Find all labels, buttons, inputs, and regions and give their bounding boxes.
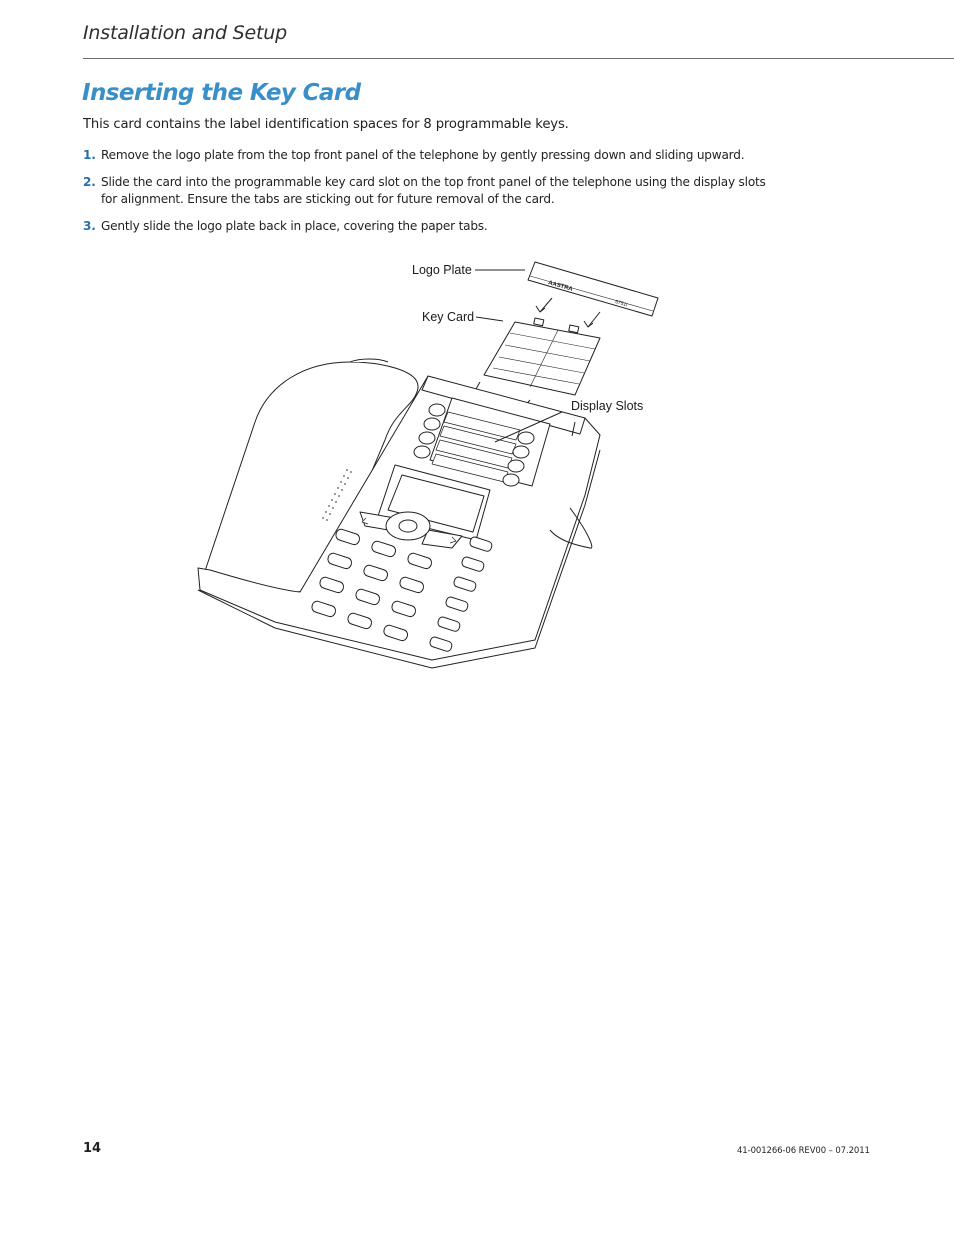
step-item: [83, 218, 783, 235]
arrow-down-icon: [536, 298, 600, 327]
step-item: [83, 147, 783, 164]
key-card-leader: [476, 317, 503, 321]
running-header: Installation and Setup: [83, 22, 287, 44]
logo-model-mark: 6751i: [614, 299, 628, 309]
step-number: 1.: [83, 148, 96, 162]
callout-logo-plate: Logo Plate: [412, 263, 472, 277]
intro-paragraph: This card contains the label identification spaces for 8 programmable keys.: [83, 117, 569, 132]
callout-key-card: Key Card: [422, 310, 475, 324]
header-rule: [83, 58, 954, 59]
key-card-figure: [190, 250, 670, 680]
logo-brand-mark: AASTRA: [547, 280, 574, 293]
step-number: 2.: [83, 175, 96, 189]
steps-list: [83, 147, 783, 245]
section-title: Inserting the Key Card: [82, 80, 361, 106]
document-id: 41-001266-06 REV00 – 07.2011: [737, 1146, 870, 1156]
key-card-icon: [484, 318, 600, 395]
logo-plate-icon: [528, 262, 658, 316]
step-text: Gently slide the logo plate back in place, covering the paper tabs.: [101, 219, 488, 233]
step-text: Remove the logo plate from the top front panel of the telephone by gently pressing down and sliding upward.: [101, 148, 745, 162]
callout-display-slots: Display Slots: [571, 399, 644, 413]
page-number: 14: [83, 1141, 102, 1156]
step-item: [83, 174, 783, 208]
step-text: Slide the card into the programmable key card slot on the top front panel of the telephone using the display slots for alignment. Ensure the tabs are sticking out for future removal of the card.: [101, 175, 766, 206]
step-number: 3.: [83, 219, 96, 233]
